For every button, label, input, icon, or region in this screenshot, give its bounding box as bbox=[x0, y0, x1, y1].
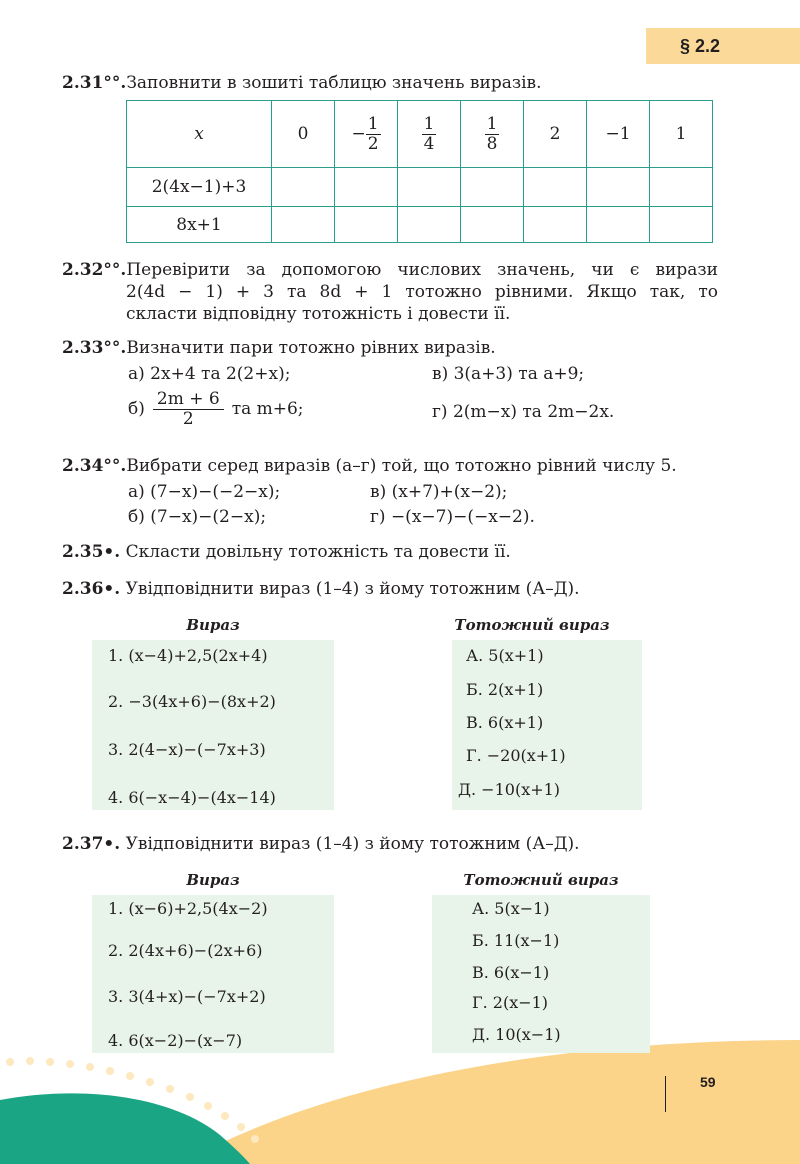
identity-panel bbox=[432, 895, 650, 1053]
exercise-number: 2.31°°. bbox=[62, 73, 127, 93]
option-a: а) 2x+4 та 2(2+x); bbox=[128, 364, 291, 384]
option-b: б) (7−x)−(2−x); bbox=[128, 507, 267, 527]
exercise-2-31 bbox=[62, 72, 542, 94]
expression-panel bbox=[92, 895, 334, 1053]
list-item: Д. −10(x+1) bbox=[458, 780, 561, 799]
table-cell: $\frac{1}{8}$ bbox=[461, 101, 524, 168]
exercise-text: Вибрати серед виразів (а–г) той, що тотожно рівний числу 5. bbox=[126, 456, 677, 476]
option-g: г) 2(m−x) та 2m−2x. bbox=[432, 402, 615, 422]
list-item: 3. 2(4−x)−(−7x+3) bbox=[108, 740, 266, 759]
exercise-number: 2.35•. bbox=[62, 542, 121, 562]
teal-wave-shape bbox=[0, 1093, 250, 1164]
option-g: г) −(x−7)−(−x−2). bbox=[370, 507, 535, 527]
list-item: В. 6(x−1) bbox=[472, 963, 550, 982]
list-item: Г. −20(x+1) bbox=[466, 746, 566, 765]
orange-arc-shape bbox=[180, 1040, 800, 1164]
exercise-2-35 bbox=[62, 541, 511, 563]
table-cell: − $\frac{1}{2}$ bbox=[335, 101, 398, 168]
option-v: в) (x+7)+(x−2); bbox=[370, 482, 508, 502]
exercise-text: Скласти довільну тотожність та довести її. bbox=[125, 542, 511, 562]
exercise-text: Заповнити в зошиті таблицю значень виразів. bbox=[126, 73, 542, 93]
list-item: 3. 3(4+x)−(−7x+2) bbox=[108, 987, 266, 1006]
exercise-text: Перевірити за допомогою числових значень, чи є вирази bbox=[126, 260, 718, 280]
list-item: 1. (x−6)+2,5(4x−2) bbox=[108, 899, 268, 918]
list-item: Д. 10(x−1) bbox=[472, 1025, 561, 1044]
exercise-text: Увідповіднити вираз (1–4) з йому тотожним (А–Д). bbox=[125, 834, 580, 854]
exercise-number: 2.33°°. bbox=[62, 338, 127, 358]
exercise-number: 2.34°°. bbox=[62, 456, 127, 476]
exercise-2-33 bbox=[62, 337, 496, 359]
exercise-2-37 bbox=[62, 833, 580, 855]
list-item: 4. 6(x−2)−(x−7) bbox=[108, 1031, 243, 1050]
table-cell: $\frac{1}{4}$ bbox=[398, 101, 461, 168]
exercise-2-34 bbox=[62, 455, 677, 477]
option-v: в) 3(a+3) та a+9; bbox=[432, 364, 585, 384]
exercise-number: 2.32°°. bbox=[62, 260, 127, 280]
table-cell: 8x+1 bbox=[127, 207, 272, 243]
section-badge: § 2.2 bbox=[646, 28, 800, 64]
list-item: Г. 2(x−1) bbox=[472, 993, 549, 1012]
list-item: 2. 2(4x+6)−(2x+6) bbox=[108, 941, 263, 960]
list-item: 2. −3(4x+6)−(8x+2) bbox=[108, 692, 276, 711]
list-item: А. 5(x+1) bbox=[466, 646, 544, 665]
column-heading: Вираз bbox=[186, 616, 240, 634]
exercise-number: 2.37•. bbox=[62, 834, 121, 854]
column-heading: Тотожний вираз bbox=[454, 616, 610, 634]
list-item: 4. 6(−x−4)−(4x−14) bbox=[108, 788, 276, 807]
list-item: 1. (x−4)+2,5(2x+4) bbox=[108, 646, 268, 665]
option-a: а) (7−x)−(−2−x); bbox=[128, 482, 281, 502]
table-cell: −1 bbox=[587, 101, 650, 168]
exercise-text: скласти відповідну тотожність і довести її. bbox=[126, 304, 511, 324]
table-cell: 1 bbox=[650, 101, 713, 168]
table-cell: x bbox=[127, 101, 272, 168]
table-cell: 2 bbox=[524, 101, 587, 168]
table-header-row bbox=[127, 101, 713, 168]
expression-panel bbox=[92, 640, 334, 810]
exercise-text: 2(4d − 1) + 3 та 8d + 1 тотожно рівними. Якщо так, то bbox=[126, 282, 718, 302]
exercise-text: Увідповіднити вираз (1–4) з йому тотожним (А–Д). bbox=[125, 579, 580, 599]
option-b: б) $\frac{2m + 6}{2}$ та m+6; bbox=[128, 389, 304, 429]
identity-panel bbox=[452, 640, 642, 810]
exercise-2-32 bbox=[62, 259, 718, 325]
table-cell: 2(4x−1)+3 bbox=[127, 168, 272, 207]
column-heading: Вираз bbox=[186, 871, 240, 889]
list-item: А. 5(x−1) bbox=[472, 899, 550, 918]
values-table bbox=[126, 100, 713, 243]
exercise-text: Визначити пари тотожно рівних виразів. bbox=[126, 338, 496, 358]
list-item: Б. 2(x+1) bbox=[466, 680, 544, 699]
table-row bbox=[127, 168, 713, 207]
exercise-number: 2.36•. bbox=[62, 579, 121, 599]
exercise-2-36 bbox=[62, 578, 580, 600]
column-heading: Тотожний вираз bbox=[463, 871, 619, 889]
page-number: 59 bbox=[700, 1074, 716, 1090]
table-cell: 0 bbox=[272, 101, 335, 168]
list-item: Б. 11(x−1) bbox=[472, 931, 560, 950]
page-number-divider bbox=[665, 1076, 666, 1112]
table-row bbox=[127, 207, 713, 243]
list-item: В. 6(x+1) bbox=[466, 713, 544, 732]
